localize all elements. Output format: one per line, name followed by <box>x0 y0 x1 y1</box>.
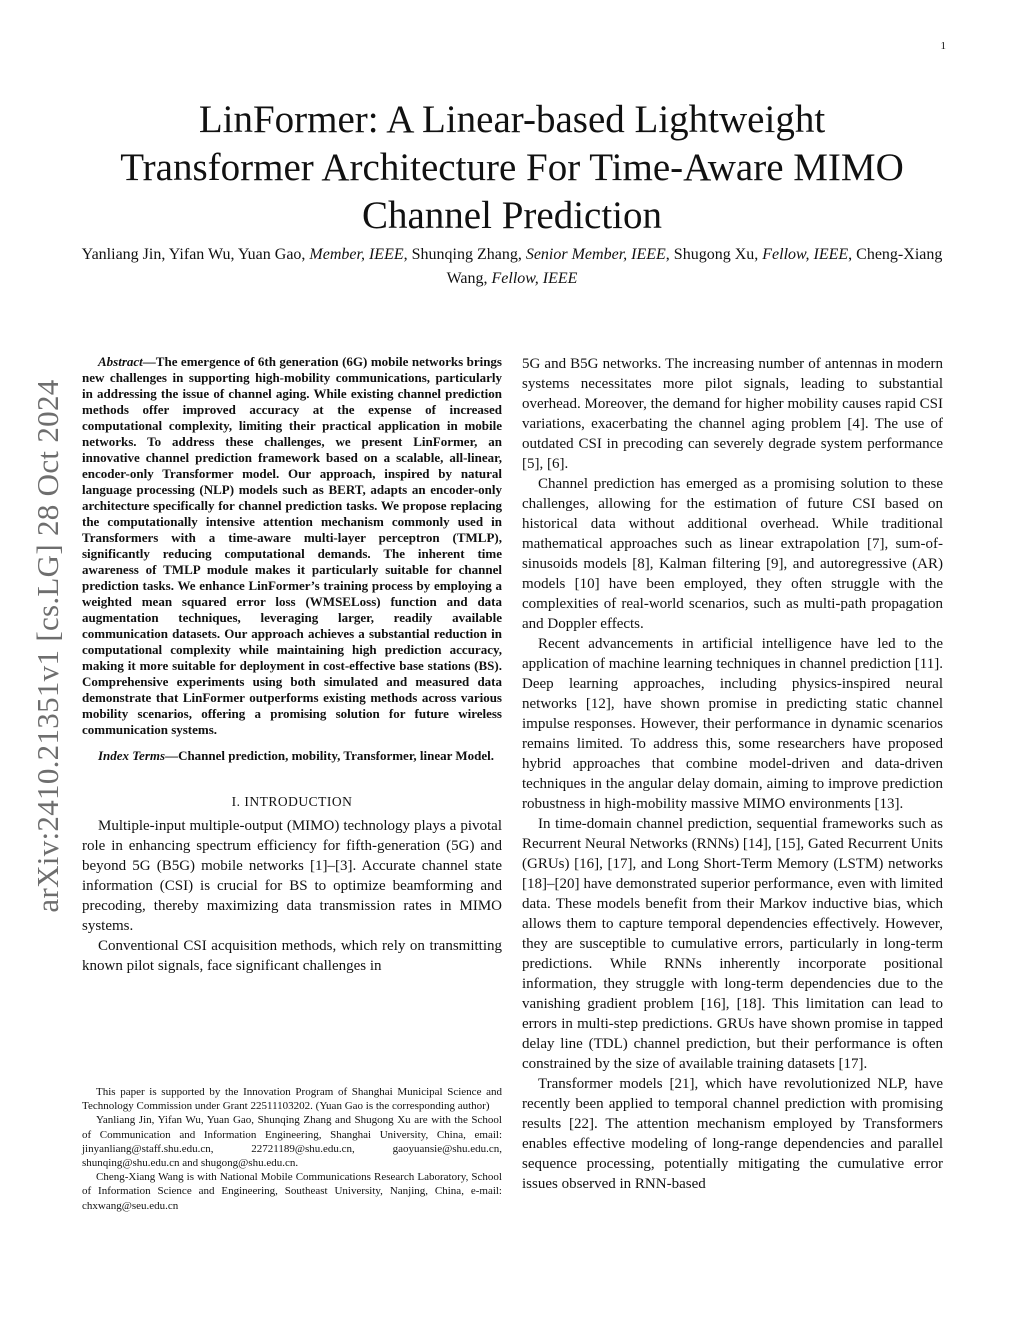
abstract-lead: Abstract <box>98 354 143 369</box>
author-names: , Cheng-Xiang Wang, <box>446 246 943 287</box>
author-names: , Shunqing Zhang, <box>403 246 526 263</box>
abstract <box>82 354 502 738</box>
footnote: Cheng-Xiang Wang is with National Mobile Communications Research Laboratory, School of Information Science and Engineering, Southeast University, Nanjing, China, e-mail: chxwang@seu.edu.cn <box>82 1171 502 1212</box>
title-line: LinFormer: A Linear-based Lightweight <box>198 98 826 141</box>
footnotes <box>82 1085 502 1213</box>
abstract-text: —The emergence of 6th generation (6G) mobile networks brings new challenges in supporting high-mobility communications, particularly in addressing the issue of channel aging. While existing channel prediction methods offer improved accuracy at the expense of increased computational complexity, limiting their practical application in mobile networks. To address these challenges, we present LinFormer, an innovative channel prediction framework based on a scalable, all-linear, encoder-only Transformer model. Our approach, inspired by natural language processing (NLP) models such as BERT, adapts an encoder-only architecture specifically for channel prediction tasks. We propose replacing the computationally intensive attention mechanism commonly used in Transformers with a time-aware multi-layer perceptron (TMLP), significantly reducing computational demands. The inherent time awareness of TMLP module makes it particularly suitable for channel prediction tasks. We enhance LinFormer’s training process by employing a weighted mean squared error loss (WMSELoss) function and data augmentation techniques, leveraging larger, readily available communication datasets. Our approach achieves a substantial reduction in computational complexity while maintaining high prediction accuracy, making it more suitable for deployment in cost-effective base stations (BS). Comprehensive experiments using both simulated and measured data demonstrate that LinFormer outperforms existing methods across various mobility scenarios, offering a promising solution for future wireless communication systems. <box>82 354 502 737</box>
footnote: Yanliang Jin, Yifan Wu, Yuan Gao, Shunqing Zhang and Shugong Xu are with the School of Communication and Information Engineering, Shanghai University, China, email: jinyanliang@staff.shu.edu.cn, 22721189@shu.edu.cn, gaoyuansie@shu.edu.cn, shunqing@shu.edu.cn and shugong@shu.edu.cn. <box>82 1114 502 1170</box>
section-heading-introduction: I. INTRODUCTION <box>231 794 353 809</box>
body-paragraph: Transformer models [21], which have revolutionized NLP, have recently been applied to temporal channel prediction with promising results [22]. The attention mechanism employed by Transformers enables effective modeling of long-range dependencies and parallel sequence processing, potentially mitigating the cumulative error issues observed in RNN-based <box>522 1076 943 1192</box>
body-paragraph: Recent advancements in artificial intelligence have led to the application of machine learning techniques in channel prediction [11]. Deep learning approaches, including physics-inspired neural networks [12], have shown promise in predicting static channel impulse responses. However, their performance in dynamic scenarios remains limited. To address this, some researchers have proposed hybrid approaches that combine model-driven and data-driven techniques in the angular delay domain, aiming to improve prediction robustness in high-mobility massive MIMO environments [13]. <box>522 636 943 812</box>
author-names: Yanliang Jin, Yifan Wu, Yuan Gao, <box>81 246 310 263</box>
title-line: Channel Prediction <box>361 194 663 237</box>
index-terms <box>82 748 502 764</box>
author-affiliation-title: Fellow, IEEE <box>762 246 849 263</box>
arxiv-identifier: arXiv:2410.21351v1 [cs.LG] 28 Oct 2024 <box>30 379 65 913</box>
author-affiliation-title: Senior Member, IEEE <box>525 246 666 263</box>
page-number: 1 <box>940 40 946 52</box>
left-column <box>82 354 502 976</box>
right-column <box>522 354 943 1194</box>
index-terms-lead: Index Terms <box>98 748 166 763</box>
body-paragraph: 5G and B5G networks. The increasing number of antennas in modern systems necessitates more pilot signals, leading to substantial overhead. Moreover, the demand for higher mobility causes rapid CSI variations, exacerbating the channel aging problem [4]. The use of outdated CSI in precoding can severely degrade system performance [5], [6]. <box>522 356 943 472</box>
title-line: Transformer Architecture For Time-Aware MIMO <box>120 146 904 189</box>
body-paragraph: Conventional CSI acquisition methods, which rely on transmitting known pilot signals, face significant challenges in <box>82 938 502 974</box>
footnote: This paper is supported by the Innovation Program of Shanghai Municipal Science and Technology Commission under Grant 22511103202. (Yuan Gao is the corresponding author) <box>82 1086 502 1113</box>
author-list <box>80 243 944 291</box>
body-paragraph: Multiple-input multiple-output (MIMO) technology plays a pivotal role in enhancing spectrum efficiency for fifth-generation (5G) and beyond 5G (B5G) mobile networks [1]–[3]. Accurate channel state information (CSI) is crucial for BS to optimize beamforming and precoding, thereby maximizing data transmission rates in MIMO systems. <box>82 818 502 934</box>
author-names: , Shugong Xu, <box>665 246 763 263</box>
paper-title <box>80 96 944 240</box>
author-affiliation-title: Fellow, IEEE <box>491 270 578 287</box>
author-affiliation-title: Member, IEEE <box>309 246 404 263</box>
body-paragraph: In time-domain channel prediction, sequential frameworks such as Recurrent Neural Networks (RNNs) [14], [15], Gated Recurrent Units (GRUs) [16], [17], and Long Short-Term Memory (LSTM) networks [18]–[20] have demonstrated superior performance, even with limited data. These models benefit from their Markov inductive bias, which allows them to capture temporal dependencies effectively. However, they are susceptible to cumulative errors, particularly in long-term predictions. While RNNs inherently incorporate positional information, they struggle with long-term dependencies due to the vanishing gradient problem [16], [18]. This limitation can lead to errors in multi-step predictions. GRUs have shown promise in tapped delay line (TDL) channel prediction, but their performance is often constrained by the size of available training datasets [17]. <box>522 816 943 1072</box>
body-paragraph: Channel prediction has emerged as a promising solution to these challenges, allowing for the estimation of future CSI based on historical data without additional overhead. While traditional mathematical approaches such as linear extrapolation [7], sum-of-sinusoids models [8], Kalman filtering [9], and autoregressive (AR) models [10] have been employed, they often struggle with the complexities of real-world scenarios, such as multi-path propagation and Doppler effects. <box>522 476 943 632</box>
index-terms-text: —Channel prediction, mobility, Transformer, linear Model. <box>165 748 495 763</box>
